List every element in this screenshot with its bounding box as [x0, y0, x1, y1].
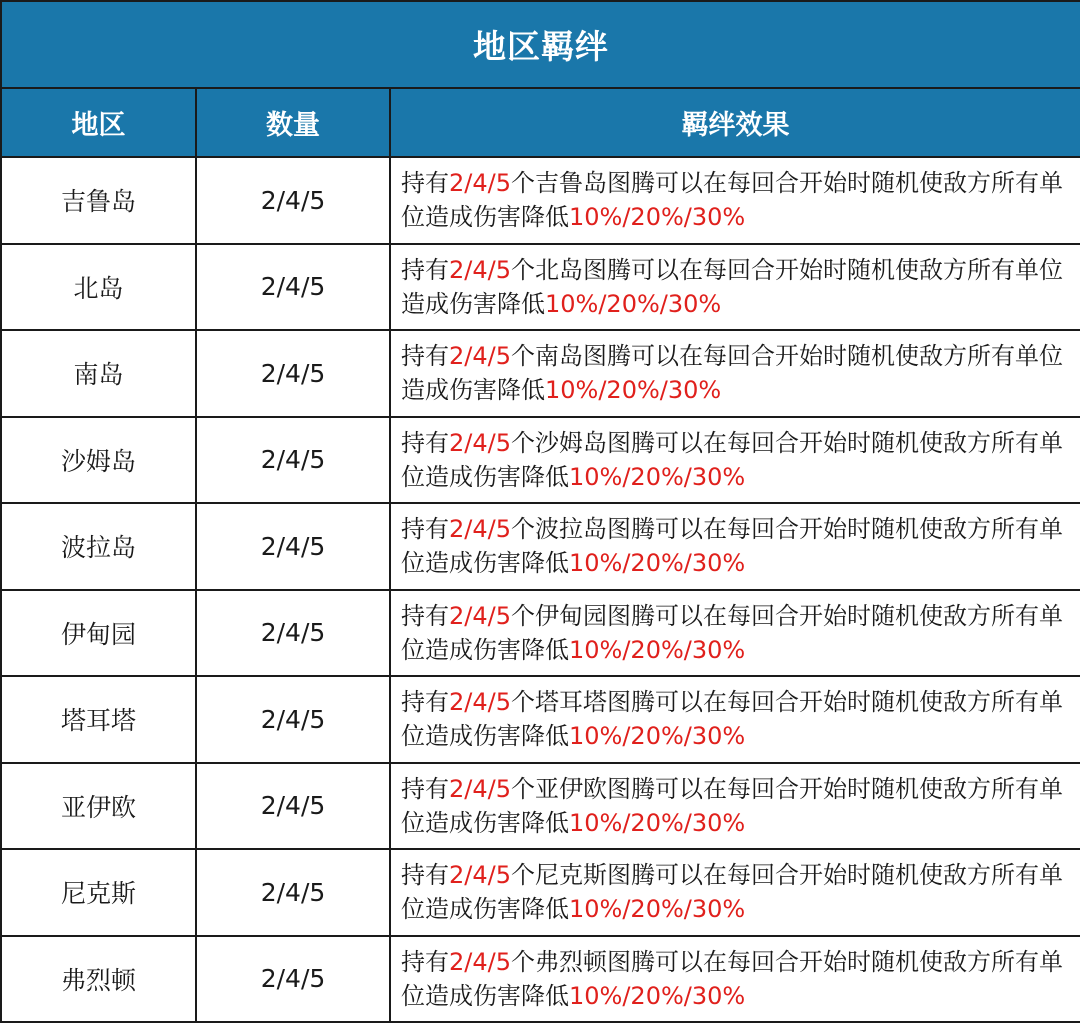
effect-prefix-text: 持有: [401, 515, 449, 544]
region-name-cell: 亚伊欧: [1, 763, 196, 850]
effect-values-highlight: 10%/20%/30%: [569, 203, 746, 232]
region-name-cell: 尼克斯: [1, 849, 196, 936]
region-name-cell: 塔耳塔: [1, 676, 196, 763]
effect-count-highlight: 2/4/5: [449, 774, 511, 803]
effect-prefix-text: 持有: [401, 169, 449, 198]
effect-values-highlight: 10%/20%/30%: [569, 981, 746, 1010]
effect-description-text: 个沙姆岛图腾可以在每回合开始时随机使敌方所有单位造成伤害降低: [401, 428, 1063, 491]
effect-count-highlight: 2/4/5: [449, 601, 511, 630]
effect-cell: [390, 503, 1080, 590]
effect-prefix-text: 持有: [401, 688, 449, 717]
region-name-cell: 北岛: [1, 244, 196, 331]
count-cell: 2/4/5: [196, 503, 390, 590]
table-row: [1, 590, 1080, 677]
count-cell: 2/4/5: [196, 936, 390, 1023]
table-row: [1, 936, 1080, 1023]
region-name-cell: 弗烈顿: [1, 936, 196, 1023]
count-cell: 2/4/5: [196, 849, 390, 936]
effect-description-text: 个尼克斯图腾可以在每回合开始时随机使敌方所有单位造成伤害降低: [401, 861, 1063, 924]
region-name-cell: 波拉岛: [1, 503, 196, 590]
effect-count-highlight: 2/4/5: [449, 169, 511, 198]
effect-description-text: 个弗烈顿图腾可以在每回合开始时随机使敌方所有单位造成伤害降低: [401, 947, 1063, 1010]
effect-values-highlight: 10%/20%/30%: [569, 722, 746, 751]
column-header-region: 地区: [1, 88, 196, 157]
effect-description-text: 个伊甸园图腾可以在每回合开始时随机使敌方所有单位造成伤害降低: [401, 601, 1063, 664]
table-body: [1, 157, 1080, 1022]
count-cell: 2/4/5: [196, 676, 390, 763]
count-cell: 2/4/5: [196, 417, 390, 504]
effect-cell: [390, 936, 1080, 1023]
effect-values-highlight: 10%/20%/30%: [569, 549, 746, 578]
effect-cell: [390, 330, 1080, 417]
effect-values-highlight: 10%/20%/30%: [545, 289, 722, 318]
effect-values-highlight: 10%/20%/30%: [545, 376, 722, 405]
effect-prefix-text: 持有: [401, 601, 449, 630]
effect-cell: [390, 763, 1080, 850]
effect-cell: [390, 417, 1080, 504]
effect-count-highlight: 2/4/5: [449, 515, 511, 544]
effect-values-highlight: 10%/20%/30%: [569, 808, 746, 837]
effect-cell: [390, 590, 1080, 677]
region-name-cell: 伊甸园: [1, 590, 196, 677]
effect-count-highlight: 2/4/5: [449, 255, 511, 284]
column-header-effect: 羁绊效果: [390, 88, 1080, 157]
effect-values-highlight: 10%/20%/30%: [569, 462, 746, 491]
table-row: [1, 157, 1080, 244]
table-row: [1, 244, 1080, 331]
table-row: [1, 849, 1080, 936]
effect-prefix-text: 持有: [401, 861, 449, 890]
effect-count-highlight: 2/4/5: [449, 428, 511, 457]
effect-description-text: 个塔耳塔图腾可以在每回合开始时随机使敌方所有单位造成伤害降低: [401, 688, 1063, 751]
effect-values-highlight: 10%/20%/30%: [569, 635, 746, 664]
effect-count-highlight: 2/4/5: [449, 342, 511, 371]
effect-values-highlight: 10%/20%/30%: [569, 895, 746, 924]
effect-count-highlight: 2/4/5: [449, 688, 511, 717]
count-cell: 2/4/5: [196, 763, 390, 850]
effect-prefix-text: 持有: [401, 774, 449, 803]
effect-cell: [390, 676, 1080, 763]
count-cell: 2/4/5: [196, 590, 390, 677]
count-cell: 2/4/5: [196, 244, 390, 331]
effect-cell: [390, 849, 1080, 936]
table-row: [1, 763, 1080, 850]
effect-cell: [390, 244, 1080, 331]
count-cell: 2/4/5: [196, 330, 390, 417]
effect-description-text: 个北岛图腾可以在每回合开始时随机使敌方所有单位造成伤害降低: [401, 255, 1063, 318]
effect-prefix-text: 持有: [401, 428, 449, 457]
table-title: 地区羁绊: [1, 1, 1080, 88]
table-row: [1, 503, 1080, 590]
table-row: [1, 330, 1080, 417]
effect-description-text: 个亚伊欧图腾可以在每回合开始时随机使敌方所有单位造成伤害降低: [401, 774, 1063, 837]
effect-description-text: 个吉鲁岛图腾可以在每回合开始时随机使敌方所有单位造成伤害降低: [401, 169, 1063, 232]
region-name-cell: 吉鲁岛: [1, 157, 196, 244]
region-name-cell: 沙姆岛: [1, 417, 196, 504]
region-name-cell: 南岛: [1, 330, 196, 417]
effect-count-highlight: 2/4/5: [449, 947, 511, 976]
column-header-count: 数量: [196, 88, 390, 157]
effect-count-highlight: 2/4/5: [449, 861, 511, 890]
count-cell: 2/4/5: [196, 157, 390, 244]
effect-cell: [390, 157, 1080, 244]
effect-prefix-text: 持有: [401, 947, 449, 976]
table-row: [1, 417, 1080, 504]
effect-description-text: 个南岛图腾可以在每回合开始时随机使敌方所有单位造成伤害降低: [401, 342, 1063, 405]
effect-prefix-text: 持有: [401, 255, 449, 284]
effect-description-text: 个波拉岛图腾可以在每回合开始时随机使敌方所有单位造成伤害降低: [401, 515, 1063, 578]
effect-prefix-text: 持有: [401, 342, 449, 371]
table-row: [1, 676, 1080, 763]
